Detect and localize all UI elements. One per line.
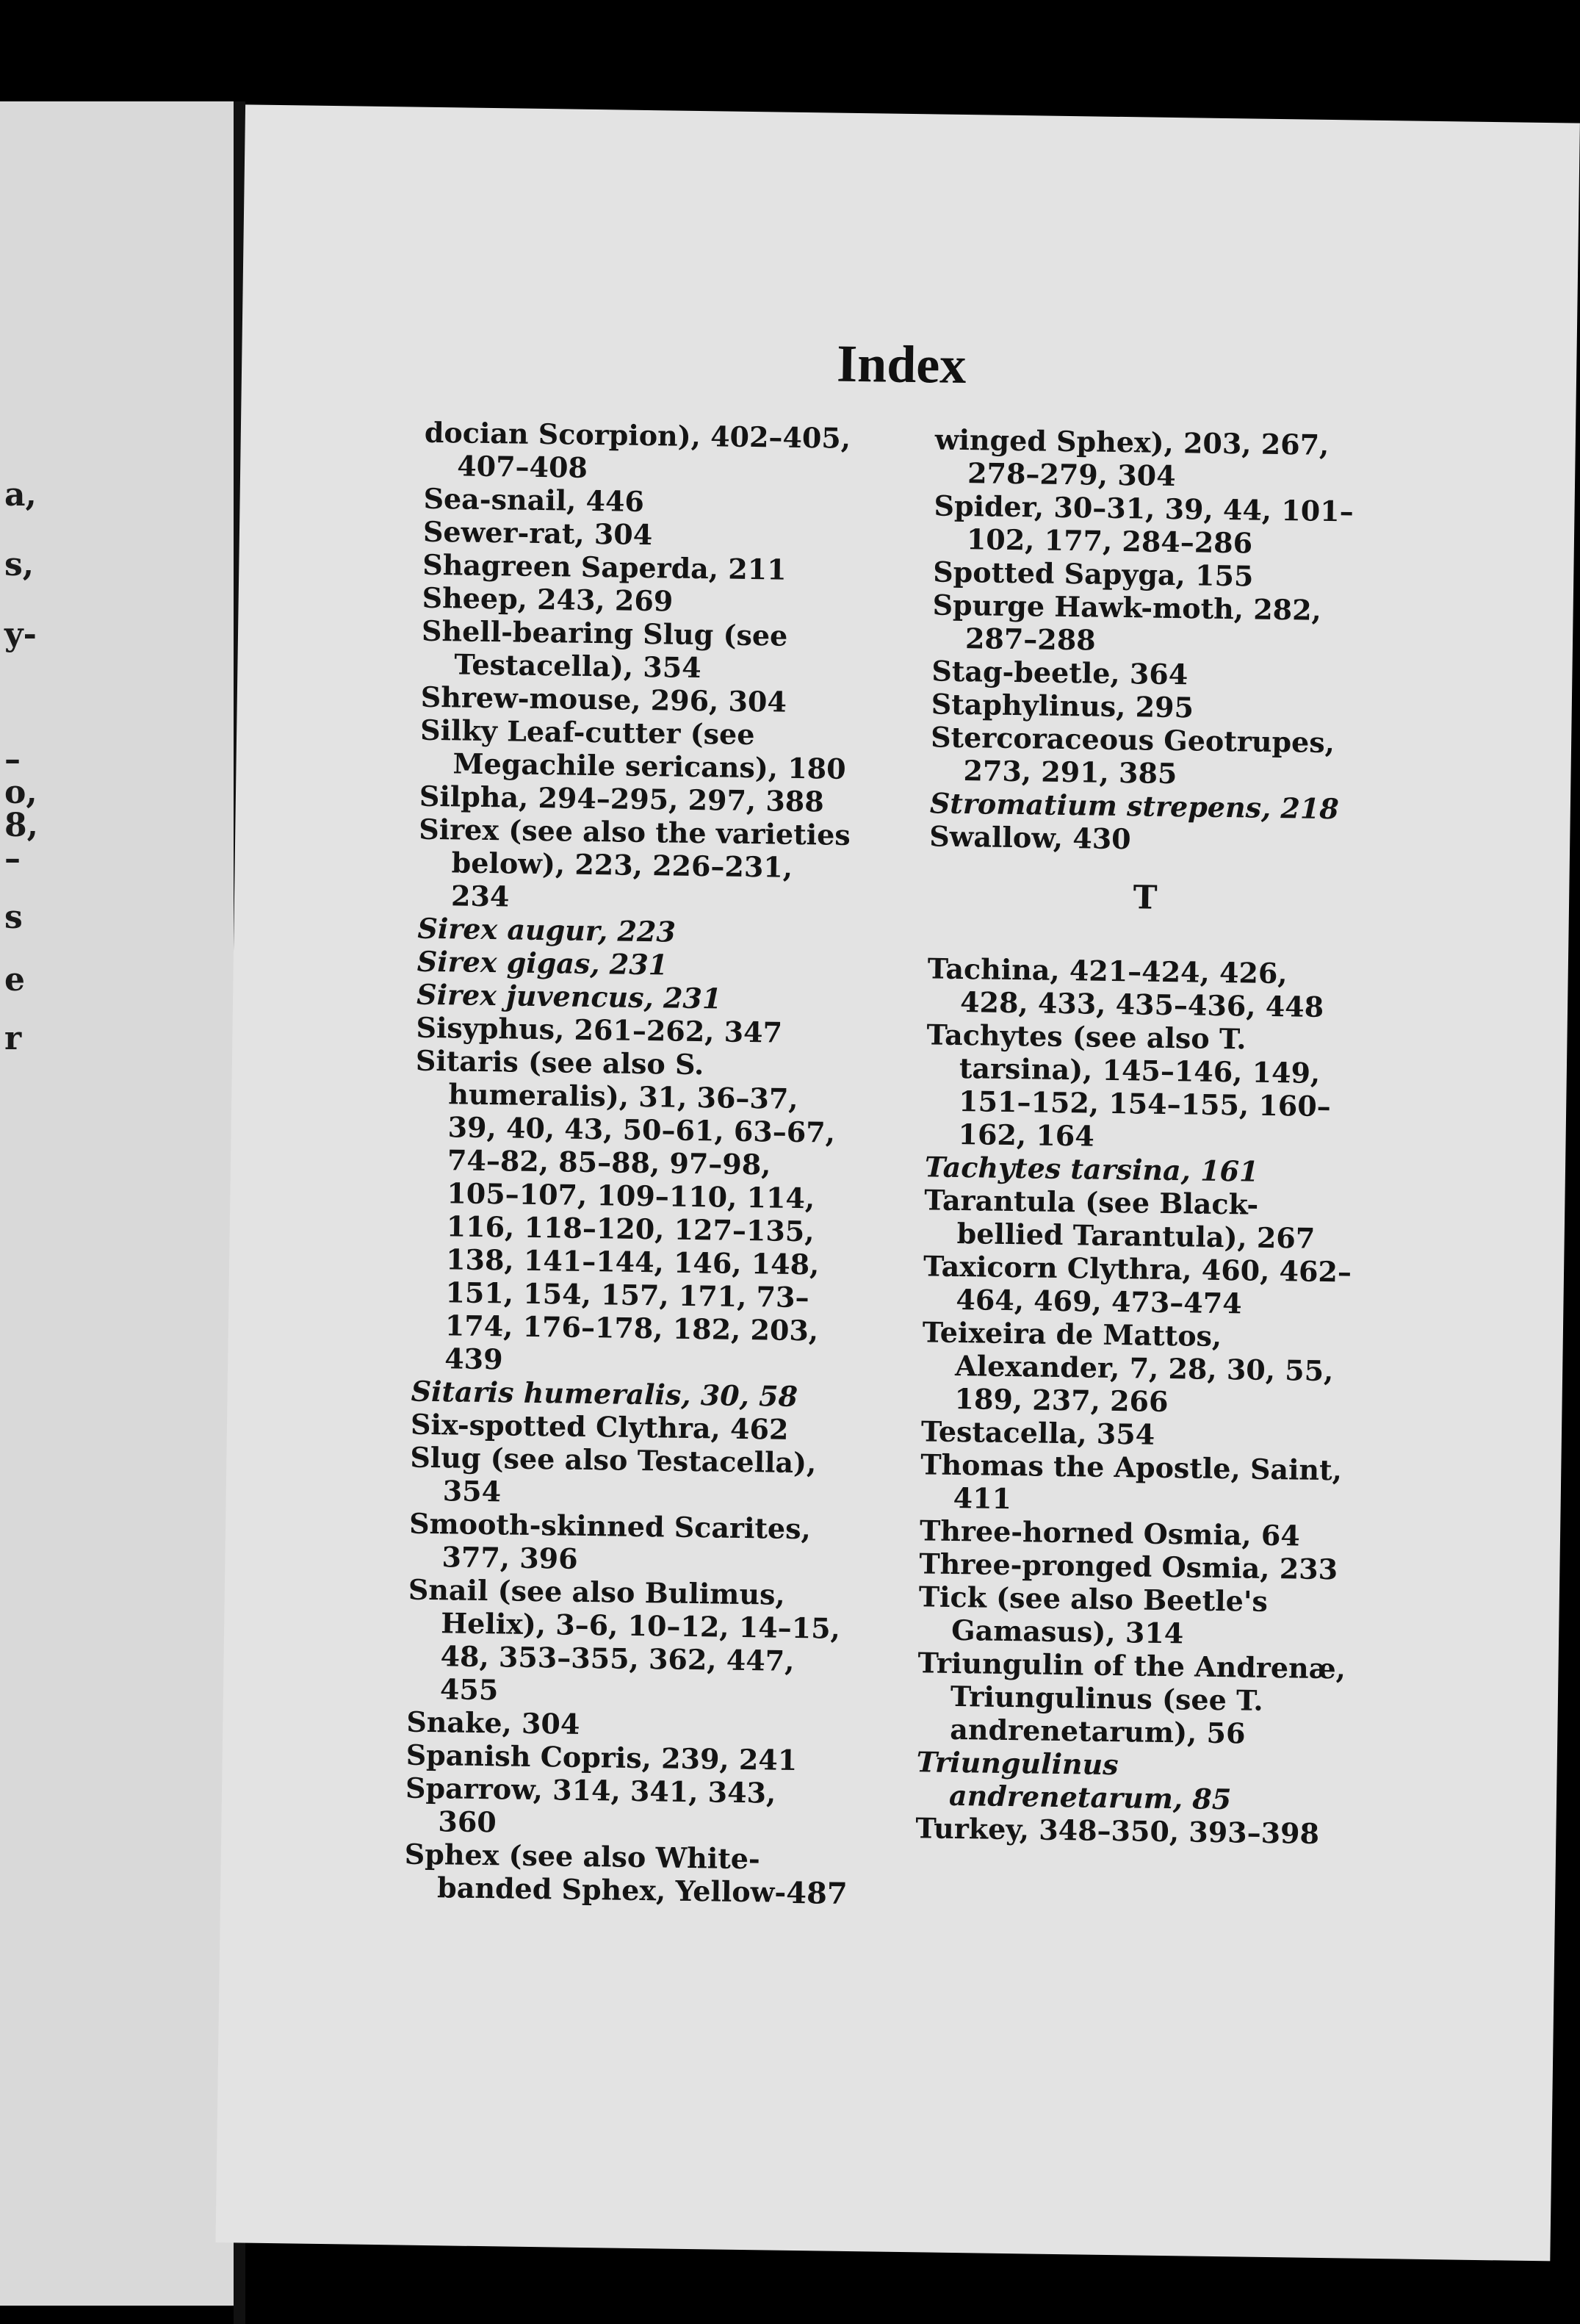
index-entry: Smooth-skinned Scarites, 377, 396 bbox=[408, 1506, 812, 1575]
left-fragment: 8, bbox=[4, 807, 38, 844]
page-title: Index bbox=[836, 334, 967, 395]
index-entry: Shrew-mouse, 296, 304 bbox=[420, 680, 787, 719]
index-entry: Sewer-rat, 304 bbox=[422, 514, 653, 552]
index-entry: Tick (see also Beetle's Gamasus), 314 bbox=[918, 1580, 1269, 1650]
index-entry: winged Sphex), 203, 267, 278–279, 304 bbox=[934, 422, 1330, 493]
index-entry: Sheep, 243, 269 bbox=[422, 580, 674, 618]
index-entry: Triungulin of the Andrenæ, Triungulinus (see T. andrenetarum), 56 bbox=[917, 1646, 1346, 1750]
index-entry: Three-pronged Osmia, 233 bbox=[919, 1547, 1338, 1586]
left-fragment: s bbox=[4, 899, 23, 936]
index-entry: Sisyphus, 261–262, 347 bbox=[416, 1010, 783, 1049]
section-letter-heading: T bbox=[1133, 879, 1158, 917]
index-entries-t bbox=[915, 951, 1361, 1850]
left-fragment: y- bbox=[4, 616, 37, 653]
index-entry: Spider, 30–31, 39, 44, 101–102, 177, 284–286 bbox=[934, 489, 1354, 560]
index-entry: Turkey, 348–350, 393–398 bbox=[915, 1811, 1320, 1850]
left-fragment: – bbox=[4, 840, 21, 877]
index-column-left bbox=[404, 416, 858, 1910]
index-entry: Thomas the Apostle, Saint, 411 bbox=[920, 1447, 1343, 1516]
index-entry: Spanish Copris, 239, 241 bbox=[405, 1738, 798, 1777]
left-fragment: e bbox=[4, 961, 25, 999]
index-entry: Staphylinus, 295 bbox=[931, 687, 1194, 724]
index-entry: Three-horned Osmia, 64 bbox=[919, 1514, 1301, 1553]
index-entry: Sitaris humeralis, 30, 58 bbox=[411, 1374, 798, 1413]
index-entry: Sirex augur, 223 bbox=[417, 911, 677, 949]
index-entry: Sitaris (see also S. humeralis), 31, 36–37, 39, 40, 43, 50–61, 63–67, 74–82, 85–88, 97–98, 105–107, 109–110, 114, 116, 118–120, 127–135, 138, 141–144, 146, 148, 151, 154, 157, 171, 73–174, 176–178, 182, 203, 439 bbox=[415, 1043, 836, 1376]
left-fragment: – bbox=[4, 741, 21, 778]
index-entry: Triungulinus andrenetarum, 85 bbox=[916, 1745, 1232, 1816]
index-entry: Sirex juvencus, 231 bbox=[416, 977, 722, 1015]
index-entry: Spurge Hawk-moth, 282, 287–288 bbox=[932, 588, 1322, 657]
left-fragment: o, bbox=[4, 774, 37, 811]
index-entry: Six-spotted Clythra, 462 bbox=[410, 1407, 789, 1446]
index-entry: Tachytes tarsina, 161 bbox=[924, 1150, 1259, 1188]
index-entry: Sea-snail, 446 bbox=[423, 481, 645, 518]
index-entry: Taxicorn Clythra, 460, 462–464, 469, 473–474 bbox=[923, 1249, 1352, 1320]
index-entry: Spotted Sapyga, 155 bbox=[932, 555, 1254, 593]
index-entry: Shagreen Saperda, 211 bbox=[422, 547, 787, 586]
index-entries-s bbox=[929, 422, 1368, 858]
index-entry: Silpha, 294–295, 297, 388 bbox=[419, 779, 825, 819]
index-entry: Sirex (see also the varieties below), 223, 226–231, 234 bbox=[419, 812, 851, 913]
index-entry: Sphex (see also White-banded Sphex, Yellow- bbox=[404, 1837, 787, 1909]
index-entry: Sirex gigas, 231 bbox=[416, 944, 668, 982]
index-entry: docian Scorpion), 402–405, 407–408 bbox=[424, 415, 851, 484]
index-entry: Slug (see also Testacella), 354 bbox=[410, 1440, 817, 1508]
index-entry: Silky Leaf-cutter (see Megachile sericans), 180 bbox=[419, 713, 846, 785]
left-fragment: r bbox=[4, 1020, 22, 1057]
index-entry: Tachina, 421–424, 426, 428, 433, 435–436, 448 bbox=[927, 951, 1324, 1024]
index-entry: Stag-beetle, 364 bbox=[931, 654, 1188, 691]
left-fragment: s, bbox=[4, 546, 35, 583]
left-page-text-fragments bbox=[0, 101, 239, 2306]
left-fragment: a, bbox=[4, 476, 37, 514]
page-number: 487 bbox=[785, 1875, 848, 1911]
index-entry: Snake, 304 bbox=[406, 1705, 580, 1741]
index-entry: Testacella, 354 bbox=[920, 1414, 1155, 1451]
index-entry: Snail (see also Bulimus, Helix), 3–6, 10–12, 14–15, 48, 353–355, 362, 447, 455 bbox=[408, 1572, 841, 1707]
index-column-right bbox=[915, 422, 1368, 1850]
index-page bbox=[215, 104, 1579, 2261]
index-entry: Stromatium strepens, 218 bbox=[929, 786, 1340, 826]
index-entry: Sparrow, 314, 341, 343, 360 bbox=[405, 1771, 776, 1839]
index-entry: Shell-bearing Slug (see Testacella), 354 bbox=[421, 614, 788, 685]
left-page-edge bbox=[0, 101, 239, 2306]
index-entry: Tarantula (see Black-bellied Tarantula), 267 bbox=[924, 1183, 1316, 1255]
index-entry: Stercoraceous Geotrupes, 273, 291, 385 bbox=[930, 720, 1335, 791]
index-entry: Teixeira de Mattos, Alexander, 7, 28, 30, 55, 189, 237, 266 bbox=[922, 1315, 1334, 1419]
index-entry: Swallow, 430 bbox=[928, 819, 1131, 856]
index-entry: Tachytes (see also T. tarsina), 145–146, 149, 151–152, 154–155, 160–162, 164 bbox=[926, 1018, 1332, 1153]
